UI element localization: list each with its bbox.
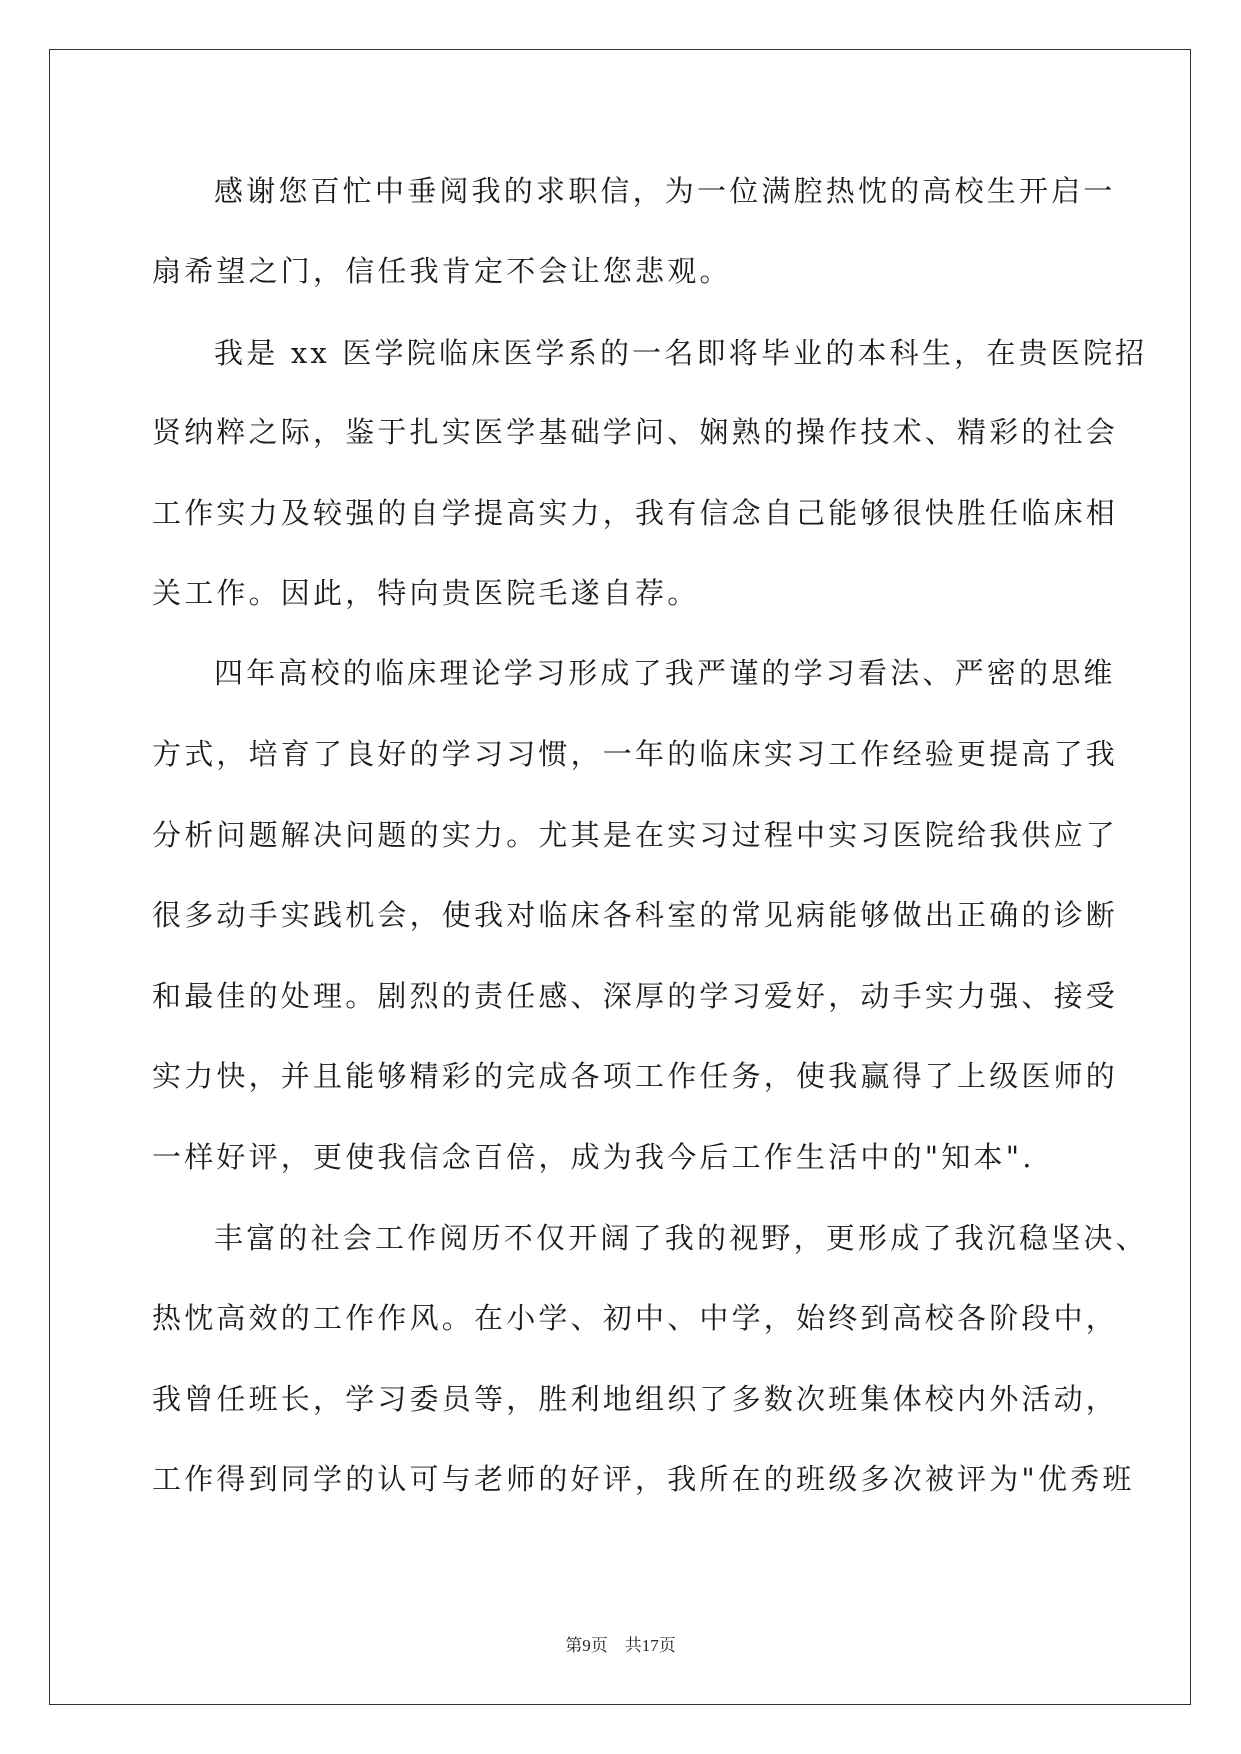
paragraph-2-line-2: 贤纳粹之际，鉴于扎实医学基础学问、娴熟的操作技术、精彩的社会: [152, 415, 1119, 449]
paragraph-4-line-1: 丰富的社会工作阅历不仅开阔了我的视野，更形成了我沉稳坚决、: [214, 1221, 1148, 1255]
paragraph-3-line-1: 四年高校的临床理论学习形成了我严谨的学习看法、严密的思维: [214, 656, 1116, 690]
paragraph-2-line-4: 关工作。因此，特向贵医院毛遂自荐。: [152, 576, 700, 610]
page-total: 共17页: [624, 1636, 676, 1655]
page-border: [49, 49, 1191, 1705]
page-footer: [0, 1634, 1241, 1658]
paragraph-3-line-5: 和最佳的处理。剧烈的责任感、深厚的学习爱好，动手实力强、接受: [152, 979, 1119, 1013]
paragraph-1-line-2: 扇希望之门，信任我肯定不会让您悲观。: [152, 254, 732, 288]
paragraph-4-line-4: 工作得到同学的认可与老师的好评，我所在的班级多次被评为"优秀班: [152, 1462, 1135, 1496]
paragraph-3-line-3: 分析问题解决问题的实力。尤其是在实习过程中实习医院给我供应了: [152, 818, 1119, 852]
paragraph-3-line-2: 方式，培育了良好的学习习惯，一年的临床实习工作经验更提高了我: [152, 737, 1119, 771]
paragraph-2-line-3: 工作实力及较强的自学提高实力，我有信念自己能够很快胜任临床相: [152, 496, 1119, 530]
page-number: 第9页: [565, 1636, 608, 1655]
paragraph-3-line-4: 很多动手实践机会，使我对临床各科室的常见病能够做出正确的诊断: [152, 898, 1119, 932]
paragraph-4-line-3: 我曾任班长，学习委员等，胜利地组织了多数次班集体校内外活动，: [152, 1382, 1119, 1416]
paragraph-4-line-2: 热忱高效的工作作风。在小学、初中、中学，始终到高校各阶段中，: [152, 1301, 1119, 1335]
paragraph-3-line-7: 一样好评，更使我信念百倍，成为我今后工作生活中的"知本".: [152, 1140, 1035, 1174]
paragraph-3-line-6: 实力快，并且能够精彩的完成各项工作任务，使我赢得了上级医师的: [152, 1059, 1119, 1093]
paragraph-1-line-1: 感谢您百忙中垂阅我的求职信，为一位满腔热忱的高校生开启一: [214, 174, 1116, 208]
paragraph-2-line-1: 我是 xx 医学院临床医学系的一名即将毕业的本科生，在贵医院招: [214, 336, 1148, 370]
